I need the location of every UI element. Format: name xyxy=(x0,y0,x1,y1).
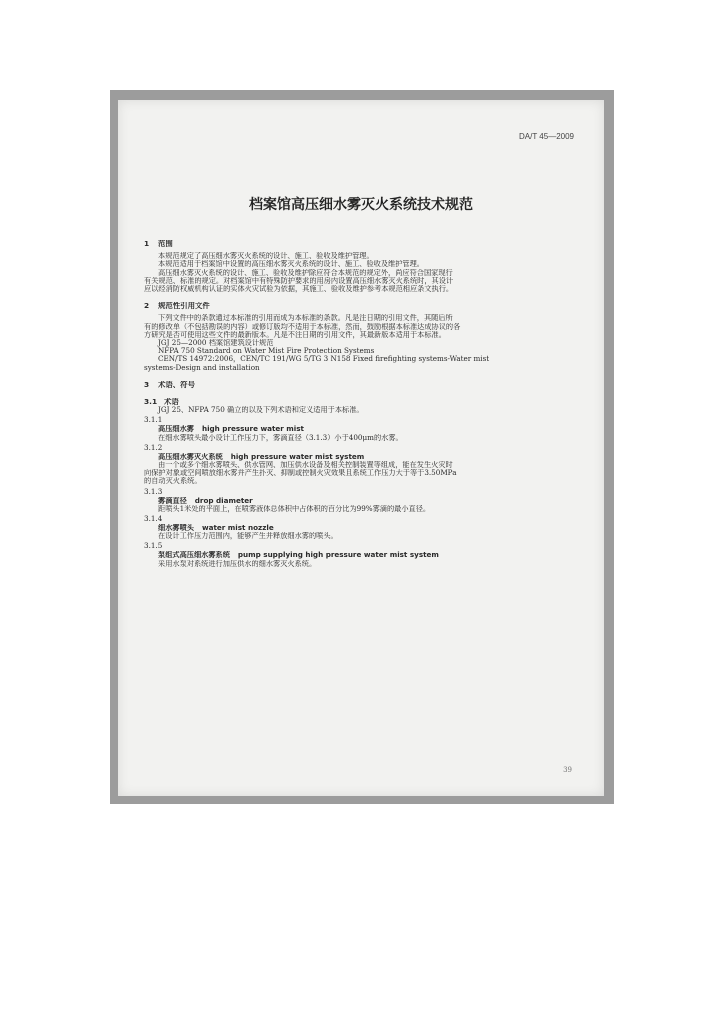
paragraph-line: 有的修改单（不包括勘误的内容）或修订版均不适用于本标准，然而，鼓励根据本标准达成协议的各 xyxy=(144,322,461,331)
term-number: 3.1.4 xyxy=(144,514,163,524)
document-body xyxy=(144,240,578,568)
paragraph-line: 下列文件中的条款通过本标准的引用而成为本标准的条款。凡是注日期的引用文件，其随后所 xyxy=(158,314,453,323)
term-definition: 的自动灭火系统。 xyxy=(144,477,202,486)
term-heading xyxy=(144,524,578,532)
term-heading xyxy=(144,425,578,433)
standard-code: DA/T 45—2009 xyxy=(519,132,574,141)
subsection-3-1-title: 术语 xyxy=(164,398,179,407)
term-number: 3.1.2 xyxy=(144,442,163,452)
section-3-number: 3 xyxy=(144,380,150,389)
term-en: pump supplying high pressure water mist system xyxy=(237,551,439,560)
reference-item: CEN/TS 14972:2006，CEN/TC 191/WG 5/TG 3 N158 Fixed firefighting systems-Water mist xyxy=(158,355,490,364)
reference-item-continued: systems-Design and installation xyxy=(144,363,260,372)
term-en: high pressure water mist system xyxy=(230,452,365,461)
section-1-number: 1 xyxy=(144,240,150,248)
reference-item: NFPA 750 Standard on Water Mist Fire Protection Systems xyxy=(158,347,375,356)
page-number: 39 xyxy=(563,766,572,774)
term-definition: 距喷头1米处的平面上，在喷雾液体总体积中占体积的百分比为99%雾滴的最小直径。 xyxy=(158,504,431,513)
paragraph-line: 本规范规定了高压细水雾灭火系统的设计、施工、验收及维护管理。 xyxy=(158,252,374,261)
term-number: 3.1.1 xyxy=(144,415,163,425)
paragraph-line: JGJ 25、NFPA 750 确立的以及下列术语和定义适用于本标准。 xyxy=(158,406,364,415)
term-zh: 雾滴直径 xyxy=(158,496,187,505)
term-number: 3.1.3 xyxy=(144,486,163,496)
subsection-3-1-number: 3.1 xyxy=(144,398,158,407)
paragraph-line: 方研究是否可使用这些文件的最新版本。凡是不注日期的引用文件，其最新版本适用于本标准。 xyxy=(144,330,446,339)
document-page xyxy=(118,100,604,796)
paragraph-line: 有关规范、标准的规定。对档案馆中有特殊防护要求的用房内设置高压细水雾灭火系统时，其设计 xyxy=(144,276,454,285)
section-1-heading xyxy=(144,240,578,248)
term-zh: 细水雾喷头 xyxy=(158,524,194,533)
section-3-title: 术语、符号 xyxy=(158,380,195,389)
term-en: high pressure water mist xyxy=(201,425,304,434)
section-2-title: 规范性引用文件 xyxy=(158,302,210,311)
term-definition: 向保护对象或空间喷放细水雾并产生扑灭、抑制或控制火灾效果且系统工作压力大于等于3.50MPa xyxy=(144,469,457,478)
document-title: 档案馆高压细水雾灭火系统技术规范 xyxy=(249,197,473,213)
term-en: water mist nozzle xyxy=(201,524,274,533)
reference-item: JGJ 25—2000 档案馆建筑设计规范 xyxy=(158,339,274,348)
term-zh: 高压细水雾灭火系统 xyxy=(158,452,223,461)
section-2-number: 2 xyxy=(144,302,150,311)
term-number: 3.1.5 xyxy=(144,541,163,551)
term-heading xyxy=(144,453,578,461)
paragraph-line: 本规范适用于档案馆中设置的高压细水雾灭火系统的设计、施工、验收及维护管理。 xyxy=(158,260,424,269)
term-definition: 在设计工作压力范围内，能够产生并释放细水雾的喷头。 xyxy=(158,532,338,541)
term-definition: 采用水泵对系统进行加压供水的细水雾灭火系统。 xyxy=(158,559,317,568)
section-3-heading xyxy=(144,381,578,389)
subsection-3-1-heading xyxy=(144,398,578,406)
term-definition: 由一个或多个细水雾喷头、供水管网、加压供水设备及相关控制装置等组成，能在发生火灾时 xyxy=(158,461,453,470)
section-1-title: 范围 xyxy=(158,240,173,248)
term-en: drop diameter xyxy=(194,496,253,505)
section-2-heading xyxy=(144,302,578,310)
term-heading xyxy=(144,551,578,559)
term-zh: 高压细水雾 xyxy=(158,425,194,434)
term-zh: 泵组式高压细水雾系统 xyxy=(158,551,230,560)
term-heading xyxy=(144,497,578,505)
paragraph-line: 应以经消防权威机构认证的实体火灾试验为依据，其施工、验收及维护参考本规范相应条文执行。 xyxy=(144,285,454,294)
paragraph-line: 高压细水雾灭火系统的设计、施工、验收及维护除应符合本规范的规定外，尚应符合国家现行 xyxy=(158,268,453,277)
term-definition: 在细水雾喷头最小设计工作压力下，雾滴直径（3.1.3）小于400μm的水雾。 xyxy=(158,433,403,442)
